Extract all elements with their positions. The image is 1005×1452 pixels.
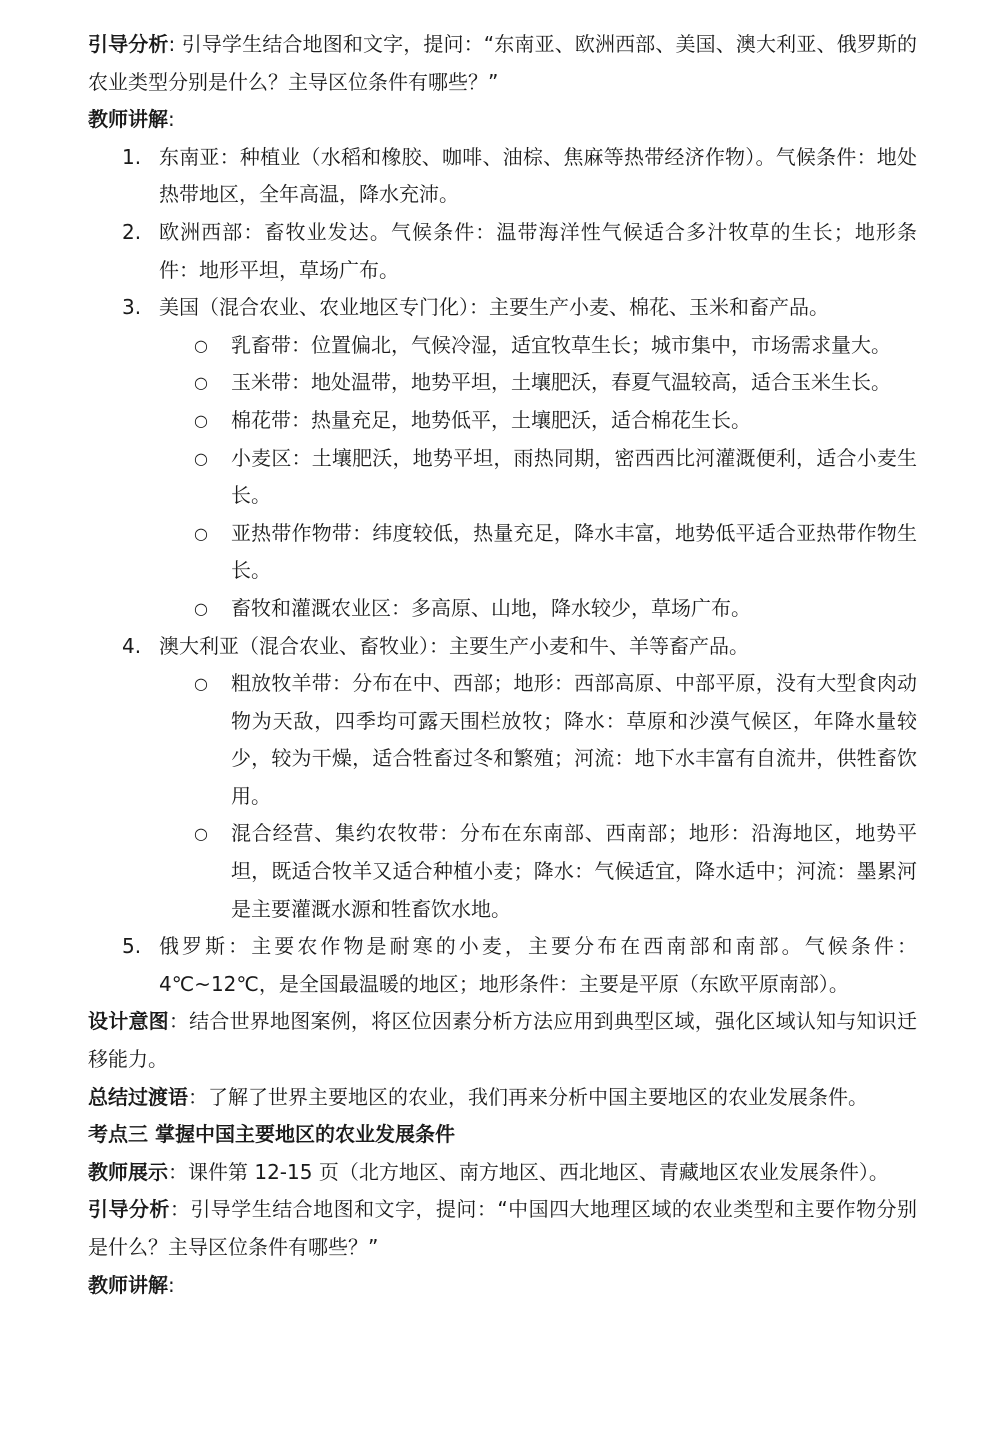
teacher-show-label: 教师展示 bbox=[88, 1159, 168, 1184]
list-item-western-europe bbox=[88, 214, 917, 289]
circle-bullet-icon: ○ bbox=[194, 523, 208, 543]
sub-item-text: 乳畜带：位置偏北，气候冷湿，适宜牧草生长；城市集中，市场需求量大。 bbox=[231, 332, 891, 357]
sub-item-mixed-farming bbox=[88, 815, 917, 928]
list-number: 4. bbox=[122, 633, 142, 658]
list-item-australia bbox=[88, 628, 917, 666]
list-item-southeast-asia bbox=[88, 139, 917, 214]
list-number: 2. bbox=[122, 219, 142, 244]
circle-bullet-icon: ○ bbox=[194, 373, 208, 393]
list-item-text: 澳大利亚（混合农业、畜牧业）：主要生产小麦和牛、羊等畜产品。 bbox=[159, 633, 749, 658]
circle-bullet-icon: ○ bbox=[194, 674, 208, 694]
summary-transition-label: 总结过渡语 bbox=[88, 1084, 188, 1109]
list-item-text: 俄罗斯：主要农作物是耐寒的小麦，主要分布在西南部和南部。气候条件：4℃~12℃，是全国最温暖的地区；地形条件：主要是平原（东欧平原南部）。 bbox=[159, 934, 917, 996]
teacher-show-text: ：课件第 12-15 页（北方地区、南方地区、西北地区、青藏地区农业发展条件）。 bbox=[168, 1159, 889, 1184]
list-item-usa bbox=[88, 289, 917, 327]
list-item-text: 东南亚：种植业（水稻和橡胶、咖啡、油棕、焦麻等热带经济作物）。气候条件：地处热带地区，全年高温，降水充沛。 bbox=[159, 144, 917, 207]
sub-item-text: 棉花带：热量充足，地势低平，土壤肥沃，适合棉花生长。 bbox=[231, 407, 751, 432]
circle-bullet-icon: ○ bbox=[194, 824, 208, 844]
guide-analysis-paragraph bbox=[88, 26, 917, 101]
guide-analysis-paragraph-2 bbox=[88, 1191, 917, 1266]
list-number: 3. bbox=[122, 295, 142, 320]
sub-item-text: 亚热带作物带：纬度较低，热量充足，降水丰富，地势低平适合亚热带作物生长。 bbox=[231, 520, 917, 583]
sub-item-wheat-area bbox=[88, 440, 917, 515]
guide-analysis-label: 引导分析 bbox=[88, 1197, 170, 1222]
sub-item-text: 玉米带：地处温带，地势平坦，土壤肥沃，春夏气温较高，适合玉米生长。 bbox=[231, 370, 891, 395]
sub-item-cotton-belt bbox=[88, 402, 917, 440]
sub-item-text: 小麦区：土壤肥沃，地势平坦，雨热同期，密西西比河灌溉便利，适合小麦生长。 bbox=[231, 445, 917, 508]
circle-bullet-icon: ○ bbox=[194, 598, 208, 618]
design-intent-label: 设计意图 bbox=[88, 1009, 169, 1034]
list-item-text: 欧洲西部：畜牧业发达。气候条件：温带海洋性气候适合多汁牧草的生长；地形条件：地形平坦，草场广布。 bbox=[159, 219, 917, 282]
summary-transition-text: ：了解了世界主要地区的农业，我们再来分析中国主要地区的农业发展条件。 bbox=[188, 1084, 868, 1109]
sub-item-livestock-irrigation bbox=[88, 590, 917, 628]
teacher-explain-label: 教师讲解 bbox=[88, 1272, 168, 1297]
sub-item-corn-belt bbox=[88, 364, 917, 402]
teacher-explain-label: 教师讲解 bbox=[88, 107, 168, 132]
sub-item-text: 畜牧和灌溉农业区：多高原、山地，降水较少，草场广布。 bbox=[231, 595, 751, 620]
teacher-explain-paragraph-2 bbox=[88, 1267, 917, 1305]
sub-item-extensive-sheep bbox=[88, 665, 917, 815]
teacher-explain-paragraph bbox=[88, 101, 917, 139]
circle-bullet-icon: ○ bbox=[194, 335, 208, 355]
list-number: 5. bbox=[122, 934, 142, 959]
teacher-show-paragraph bbox=[88, 1154, 917, 1192]
list-number: 1. bbox=[122, 144, 142, 169]
guide-analysis-text: : 引导学生结合地图和文字，提问：“东南亚、欧洲西部、美国、澳大利亚、俄罗斯的农业类型分别是什么？主导区位条件有哪些？” bbox=[88, 32, 917, 94]
sub-item-dairy-belt bbox=[88, 327, 917, 365]
sub-item-subtropical-belt bbox=[88, 515, 917, 590]
sub-item-text: 混合经营、集约农牧带：分布在东南部、西南部；地形：沿海地区，地势平坦，既适合牧羊又适合种植小麦；降水：气候适宜，降水适中；河流：墨累河是主要灌溉水源和牲畜饮水地。 bbox=[231, 821, 917, 921]
list-item-text: 美国（混合农业、农业地区专门化）：主要生产小麦、棉花、玉米和畜产品。 bbox=[159, 295, 829, 320]
guide-analysis-label: 引导分析 bbox=[88, 32, 169, 56]
section-heading: 考点三 掌握中国主要地区的农业发展条件 bbox=[88, 1122, 455, 1147]
teacher-explain-colon: : bbox=[168, 1272, 175, 1297]
sub-item-text: 粗放牧羊带：分布在中、西部；地形：西部高原、中部平原，没有大型食肉动物为天敌，四季均可露天围栏放牧；降水：草原和沙漠气候区，年降水量较少，较为干燥，适合牲畜过冬和繁殖；河流：地下水丰富有自流井，供牲畜饮用。 bbox=[231, 671, 917, 808]
guide-analysis-text: ：引导学生结合地图和文字，提问：“中国四大地理区域的农业类型和主要作物分别是什么？主导区位条件有哪些？” bbox=[88, 1197, 917, 1259]
summary-transition-paragraph bbox=[88, 1079, 917, 1117]
design-intent-paragraph bbox=[88, 1003, 917, 1078]
teacher-explain-colon: : bbox=[168, 107, 175, 132]
list-item-russia bbox=[88, 928, 917, 1003]
circle-bullet-icon: ○ bbox=[194, 448, 208, 468]
design-intent-text: ：结合世界地图案例，将区位因素分析方法应用到典型区域，强化区域认知与知识迁移能力。 bbox=[88, 1009, 918, 1072]
circle-bullet-icon: ○ bbox=[194, 410, 208, 430]
